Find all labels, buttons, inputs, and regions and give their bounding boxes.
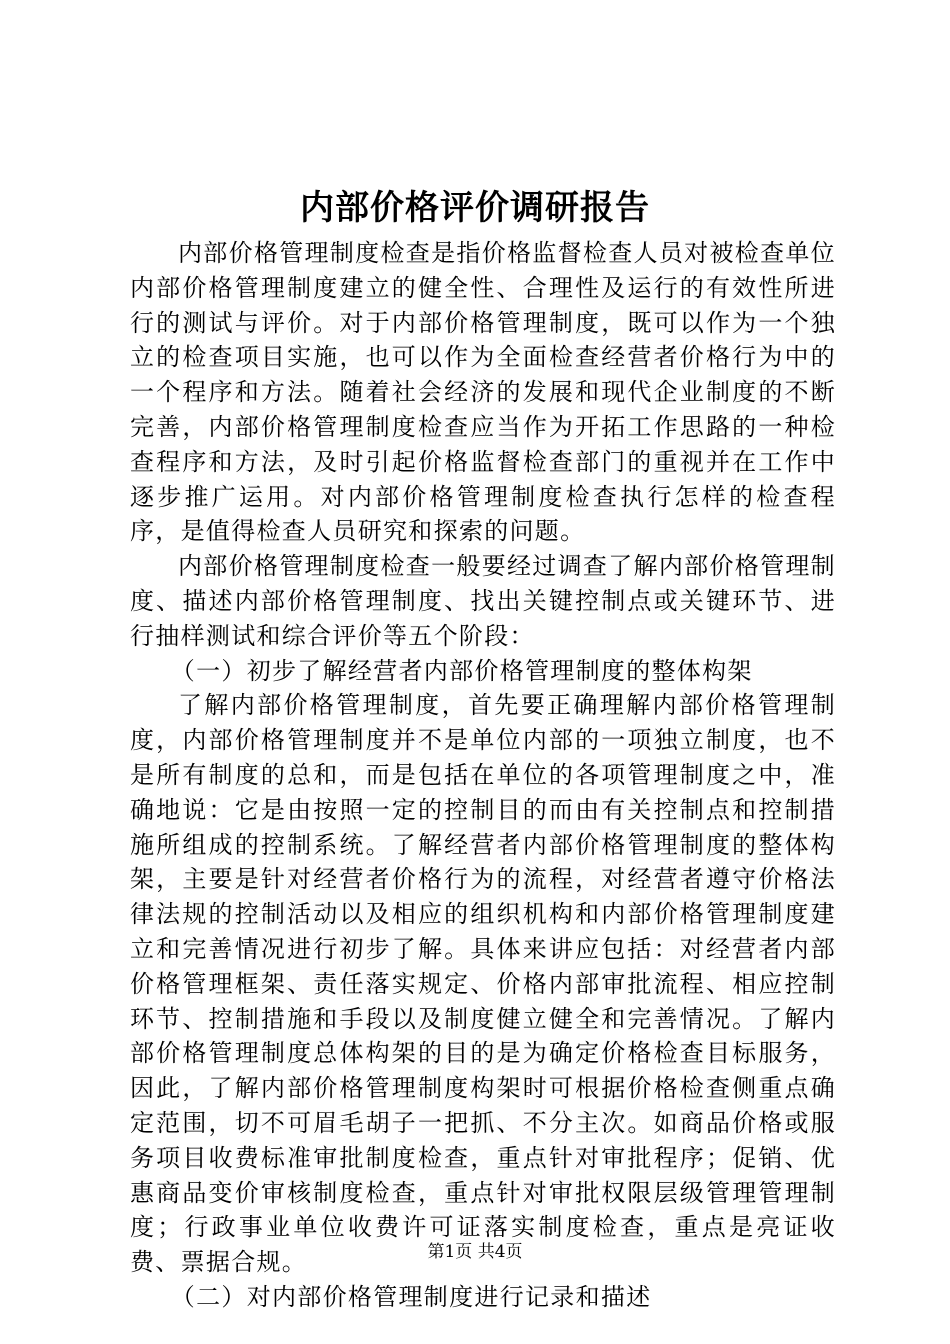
section-heading-2: （二）对内部价格管理制度进行记录和描述 (170, 1282, 652, 1311)
page-number-footer: 第1页 共4页 (427, 1242, 523, 1262)
paragraph-section-1: 了解内部价格管理制度，首先要正确理解内部价格管理制度，内部价格管理制度并不是单位内部的一项独立制度，也不是所有制度的总和，而是包括在单位的各项管理制度之中，准确地说：它是由按照一定的控制目的而由有关控制点和控制措施所组成的控制系统。了解经营者内部价格管理制度的整体构架，主要是针对经营者价格行为的流程，对经营者遵守价格法律法规的控制活动以及相应的组织机构和内部价格管理制度建立和完善情况进行初步了解。具体来讲应包括：对经营者内部价格管理框架、责任落实规定、价格内部审批流程、相应控制环节、控制措施和手段以及制度健立健全和完善情况。了解内部价格管理制度总体构架的目的是为确定价格检查目标服务，因此，了解内部价格管理制度构架时可根据价格检查侧重点确定范围，切不可眉毛胡子一把抓、不分主次。如商品价格或服务项目收费标准审批制度检查，重点针对审批程序；促销、优惠商品变价审核制度检查，重点针对审批权限层级管理管理制度；行政事业单位收费许可证落实制度检查，重点是亮证收费、票据合规。 (130, 691, 836, 1277)
document-body (130, 236, 836, 1315)
document-title: 内部价格评价调研报告 (300, 188, 650, 228)
paragraph-intro: 内部价格管理制度检查是指价格监督检查人员对被检查单位内部价格管理制度建立的健全性、合理性及运行的有效性所进行的测试与评价。对于内部价格管理制度，既可以作为一个独立的检查项目实施，也可以作为全面检查经营者价格行为中的一个程序和方法。随着社会经济的发展和现代企业制度的不断完善，内部价格管理制度检查应当作为开拓工作思路的一种检查程序和方法，及时引起价格监督检查部门的重视并在工作中逐步推广运用。对内部价格管理制度检查执行怎样的检查程序，是值得检查人员研究和探索的问题。 (130, 239, 836, 546)
section-heading-1: （一）初步了解经营者内部价格管理制度的整体构架 (170, 656, 753, 685)
paragraph-stages: 内部价格管理制度检查一般要经过调查了解内部价格管理制度、描述内部价格管理制度、找出关键控制点或关键环节、进行抽样测试和综合评价等五个阶段： (130, 552, 836, 650)
